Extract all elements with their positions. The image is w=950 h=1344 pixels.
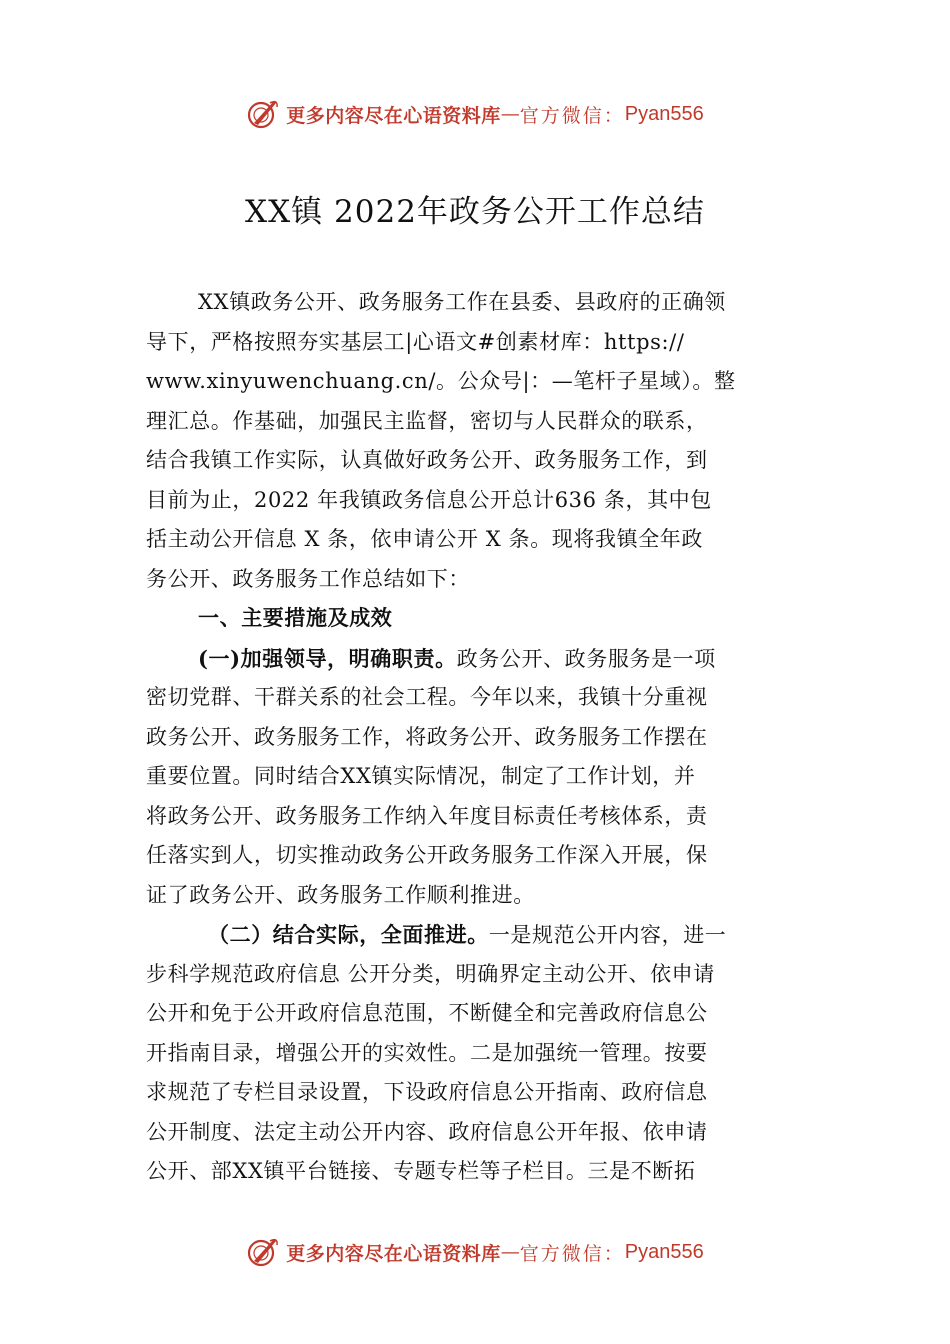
document-body xyxy=(146,283,810,1192)
banner-slogan: 更多内容尽在心语资料库 xyxy=(286,1242,501,1265)
paragraph-line: 证了政务公开、政务服务工作顺利推进。 xyxy=(146,882,535,907)
paragraph-line: 理汇总。作基础，加强民主监督，密切与人民群众的联系， xyxy=(146,408,708,433)
paragraph-line: XX镇政务公开、政务服务工作在县委、县政府的正确领 xyxy=(198,290,726,314)
paragraph-line: 求规范了专栏目录设置，下设政府信息公开指南、政府信息 xyxy=(146,1080,708,1104)
paragraph-line xyxy=(146,639,810,679)
paragraph-line: 政务公开、政务服务工作，将政务公开、政务服务工作摆在 xyxy=(146,724,708,749)
quill-logo-icon xyxy=(246,1235,280,1269)
paragraph-line: www.xinyuwenchuang.cn/。公众号|：—笔杆子星域）。整 xyxy=(146,369,736,393)
paragraph-line: 将政务公开、政务服务工作纳入年度目标责任考核体系，责 xyxy=(146,803,708,828)
paragraph-text: 一是规范公开内容，进一 xyxy=(488,923,727,947)
paragraph-line: 导下，严格按照夯实基层工|心语文#创素材库：https:// xyxy=(146,329,685,354)
footer-banner xyxy=(0,1232,950,1272)
header-banner xyxy=(0,94,950,134)
banner-wechat-label: 官方微信： xyxy=(519,104,625,127)
paragraph-text: 政务公开、政务服务是一项 xyxy=(456,646,716,671)
paragraph-line: 公开制度、法定主动公开内容、政府信息公开年报、依申请 xyxy=(146,1119,708,1144)
banner-slogan: 更多内容尽在心语资料库 xyxy=(286,104,501,127)
subsection-lead: (一)加强领导，明确职责。 xyxy=(198,645,457,671)
paragraph-line: 密切党群、干群关系的社会工程。今年以来，我镇十分重视 xyxy=(146,685,708,709)
subsection-lead: （二）结合实际，全面推进。 xyxy=(208,922,489,947)
paragraph-line: 务公开、政务服务工作总结如下： xyxy=(146,566,470,591)
quill-logo-icon xyxy=(246,97,280,131)
banner-separator: — xyxy=(500,1241,520,1263)
paragraph-line: 步科学规范政府信息 公开分类，明确界定主动公开、依申请 xyxy=(146,961,715,986)
banner-wechat-id: Pyan556 xyxy=(624,102,704,125)
paragraph-line: 结合我镇工作实际，认真做好政务公开、政务服务工作，到 xyxy=(146,448,708,472)
paragraph-line: 开指南目录，增强公开的实效性。二是加强统一管理。按要 xyxy=(146,1040,708,1065)
paragraph-line: 公开、部XX镇平台链接、专题专栏等子栏目。三是不断拓 xyxy=(146,1159,696,1183)
paragraph-line: 括主动公开信息 X 条，依申请公开 X 条。现将我镇全年政 xyxy=(146,527,703,551)
paragraph-line: 任落实到人，切实推动政务公开政务服务工作深入开展，保 xyxy=(146,843,708,867)
section-heading: 一、主要措施及成效 xyxy=(198,606,393,630)
paragraph-line xyxy=(146,915,810,955)
banner-separator: — xyxy=(500,103,520,125)
banner-wechat-id: Pyan556 xyxy=(624,1240,704,1263)
paragraph-line: 目前为止，2022 年我镇政务信息公开总计636 条，其中包 xyxy=(146,487,712,512)
paragraph-line: 重要位置。同时结合XX镇实际情况，制定了工作计划，并 xyxy=(146,764,696,788)
document-title: XX镇 2022年政务公开工作总结 xyxy=(245,194,705,230)
paragraph-line: 公开和免于公开政府信息范围，不断健全和完善政府信息公 xyxy=(146,1001,708,1025)
banner-wechat-label: 官方微信： xyxy=(519,1242,625,1265)
